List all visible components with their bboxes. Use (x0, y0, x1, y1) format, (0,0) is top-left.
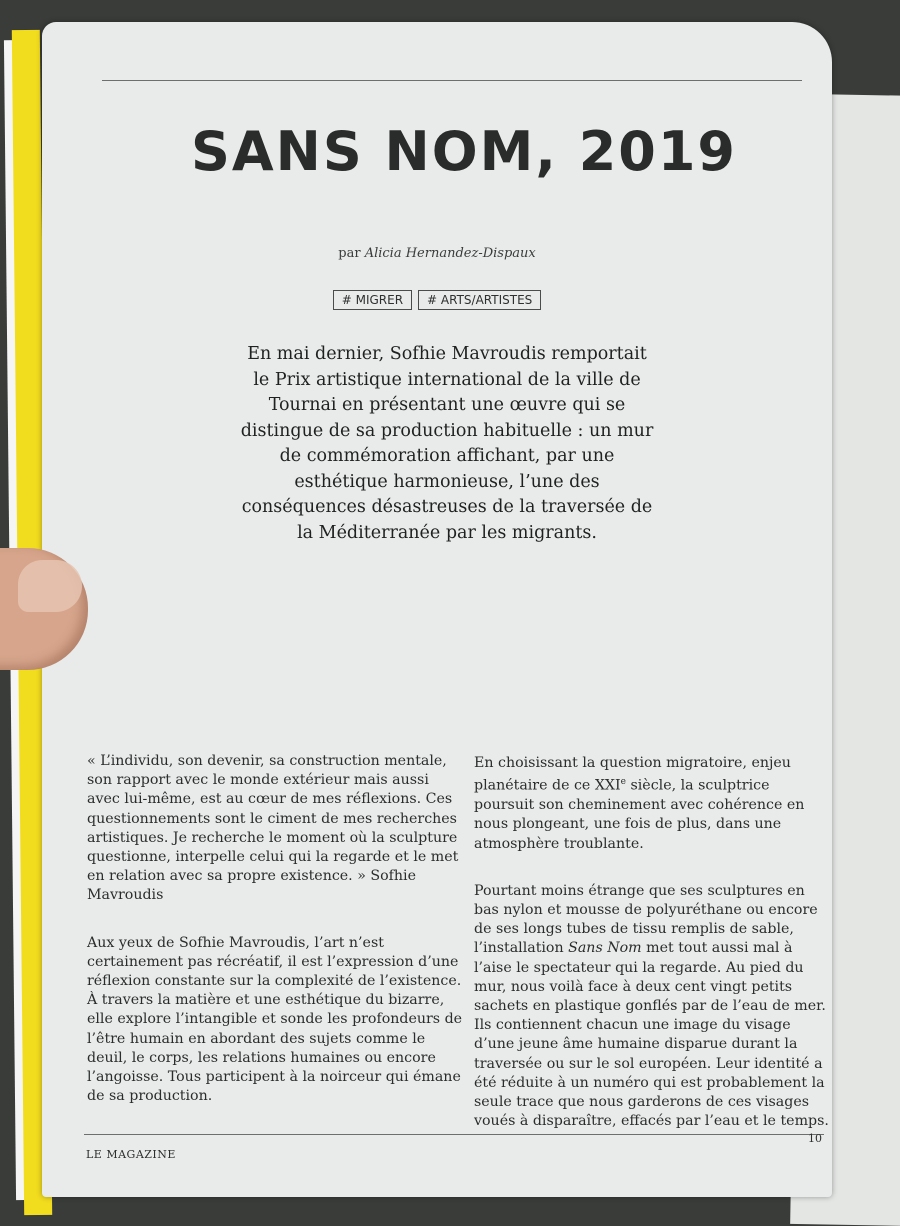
tag-migrer[interactable]: # MIGRER (333, 290, 412, 310)
thumbnail-highlight (18, 560, 82, 612)
page-number: 10 (808, 1132, 822, 1145)
work-title: Sans Nom (568, 940, 642, 957)
footer-label: LE MAGAZINE (86, 1148, 176, 1161)
lead-paragraph: En mai dernier, Sofhie Mavroudis remportait le Prix artistique international de la ville de Tournai en présentant une œuvre qui se distingue de sa production habituelle : un mur de commémoration affichant, par une esthétique harmonieuse, l’une des conséquences désastreuses de la traversée de la Méditerranée par les migrants. (240, 344, 654, 543)
artist-quote: « L’individu, son devenir, sa construction mentale, son rapport avec le monde extérieur mais aussi avec lui-même, est au cœur de mes réflexions. Ces questionnements sont le ciment de mes recherches artistiques. Je recherche le moment où la sculpture questionne, interpelle celui qui la regarde et le met en relation avec sa propre existence. » Sofhie Mavroudis (87, 753, 459, 904)
bottom-rule (84, 1134, 824, 1135)
top-rule (102, 80, 802, 81)
left-column (87, 752, 465, 1134)
author-name: Alicia Hernandez-Dispaux (364, 246, 536, 261)
right-column (474, 754, 832, 1159)
body-paragraph: Pourtant moins étrange que ses sculptures en bas nylon et mousse de polyuréthane ou encore de ses longs tubes de tissu remplis de sable, l’installation Sans Nom met tout aussi mal à l’aise le spectateur qui la regarde. Au pied du mur, nous voilà face à deux cent vingt petits sachets en plastique gonflés par de l’eau de mer. Ils contiennent chacun une image du visage d’une jeune âme humaine disparue durant la traversée ou sur le sol européen. Leur identité a été réduite à un numéro qui est probablement la seule trace que nous garderons de ces visages voués à disparaître, effacés par l’eau et le temps. (474, 882, 829, 1130)
tag-arts-artistes[interactable]: # ARTS/ARTISTES (418, 290, 541, 310)
article-title: SANS NOM, 2019 (190, 120, 737, 183)
tag-list (42, 290, 832, 310)
body-paragraph: En choisissant la question migratoire, enjeu planétaire de ce XXIe siècle, la sculptrice poursuit son cheminement avec cohérence en nous plongeant, une fois de plus, dans une atmosphère troublante. (474, 755, 805, 852)
magazine-page (42, 22, 832, 1197)
body-paragraph: Aux yeux de Sofhie Mavroudis, l’art n’est certainement pas récréatif, il est l’expression d’une réflexion constante sur la complexité de l’existence. À travers la matière et une esthétique du bizarre, elle explore l’intangible et sonde les profondeurs de l’être humain en abordant des sujets comme le deuil, le corps, les relations humaines ou encore l’angoisse. Tous participent à la noirceur qui émane de sa production. (87, 934, 463, 1105)
byline-prefix: par (338, 246, 361, 261)
byline (42, 246, 832, 261)
